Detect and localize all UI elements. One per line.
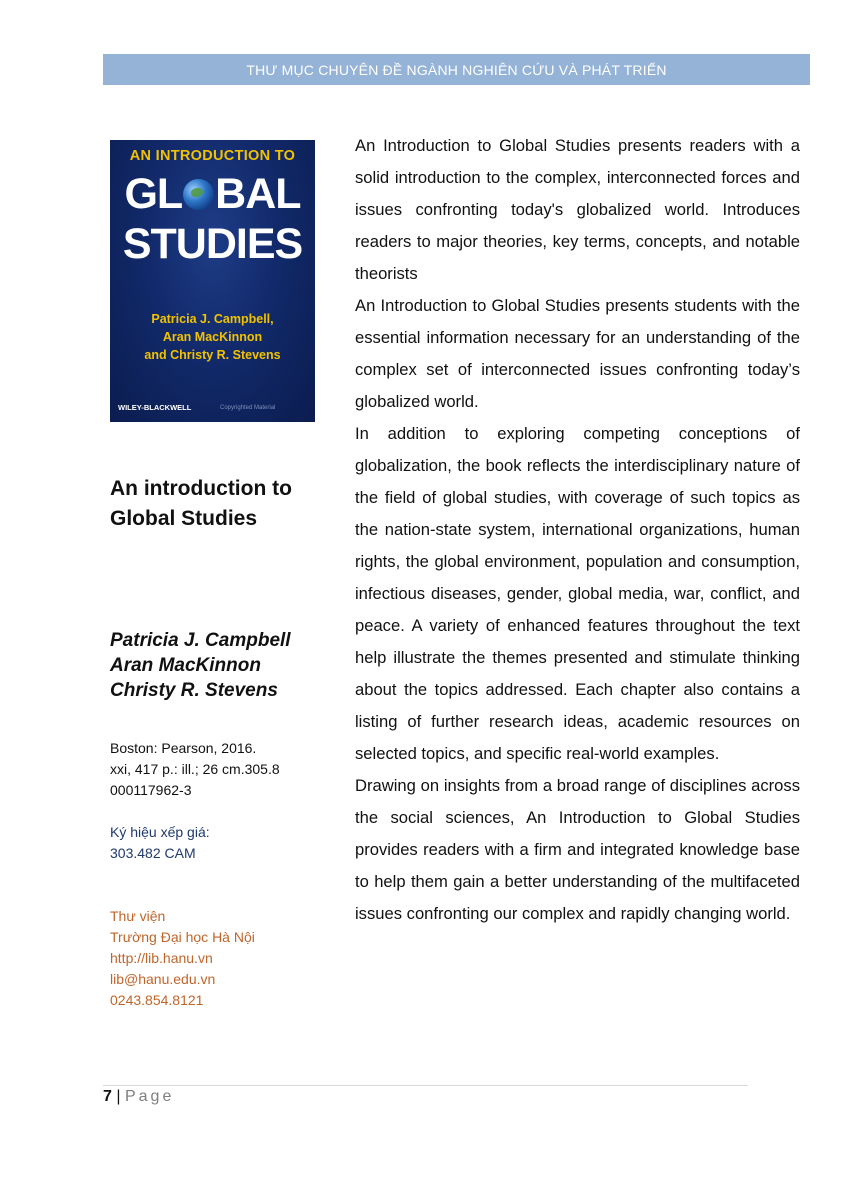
publication-line: 000117962-3 bbox=[110, 782, 192, 798]
globe-icon bbox=[183, 179, 214, 210]
cover-publisher-logo: WILEY-BLACKWELL bbox=[118, 403, 192, 412]
cover-author-line: and Christy R. Stevens bbox=[144, 348, 281, 362]
library-website: http://lib.hanu.vn bbox=[110, 950, 213, 966]
author-name: Christy R. Stevens bbox=[110, 680, 278, 701]
header-title: THƯ MỤC CHUYÊN ĐỀ NGÀNH NGHIÊN CỨU VÀ PHÁT TRIỂN bbox=[246, 61, 667, 78]
shelf-number: 303.482 CAM bbox=[110, 845, 196, 861]
page-number: 7 bbox=[103, 1088, 112, 1105]
university-name: Trường Đại học Hà Nội bbox=[110, 929, 255, 945]
page-header-bar bbox=[103, 54, 810, 85]
description-paragraph: In addition to exploring competing conceptions of globalization, the book reflects the interdisciplinary nature of the field of global studies, with coverage of such topics as the nation-state system, international organizations, human rights, the global environment, population and consumption, infectious diseases, gender, global media, war, conflict, and peace. A variety of enhanced features throughout the text help illustrate the themes presented and stimulate thinking about the topics addressed. Each chapter also contains a listing of further research ideas, academic resources on selected topics, and specific real-world examples. bbox=[355, 424, 800, 763]
book-description bbox=[355, 130, 800, 930]
footer-divider bbox=[103, 1085, 748, 1086]
library-contact bbox=[110, 906, 255, 1011]
cover-author-line: Patricia J. Campbell, bbox=[151, 312, 274, 326]
description-paragraph: Drawing on insights from a broad range of disciplines across the social sciences, An Introduction to Global Studies provides readers with a firm and integrated knowledge base to help them gain a better understanding of the multifaceted issues confronting our complex and rapidly changing world. bbox=[355, 776, 800, 923]
cover-author-line: Aran MacKinnon bbox=[162, 330, 263, 344]
library-phone: 0243.854.8121 bbox=[110, 992, 204, 1008]
cover-copyright-note: Copyrighted Material bbox=[220, 405, 276, 411]
library-name: Thư viện bbox=[110, 908, 166, 924]
publication-line: xxi, 417 p.: ill.; 26 cm.305.8 bbox=[110, 761, 280, 777]
cover-title-gl: GL bbox=[124, 170, 183, 218]
book-title: An introduction to Global Studies bbox=[110, 477, 292, 530]
book-authors bbox=[110, 628, 340, 703]
shelf-mark bbox=[110, 822, 210, 864]
description-paragraph: An Introduction to Global Studies presents students with the essential information necessary for an understanding of the complex set of interconnected issues confronting today’s globalized world. bbox=[355, 296, 800, 411]
page-footer bbox=[103, 1088, 174, 1106]
footer-separator: | bbox=[116, 1088, 121, 1105]
publication-info bbox=[110, 738, 280, 801]
shelf-label: Ký hiệu xếp giá: bbox=[110, 824, 210, 840]
cover-top-line: AN INTRODUCTION TO bbox=[129, 148, 296, 164]
author-name: Patricia J. Campbell bbox=[110, 630, 291, 651]
description-paragraph: An Introduction to Global Studies presents readers with a solid introduction to the complex, interconnected forces and issues confronting today's globalized world. Introduces readers to major theories, key terms, concepts, and notable theorists bbox=[355, 136, 800, 283]
cover-title-studies: STUDIES bbox=[122, 220, 303, 268]
book-cover-image bbox=[110, 140, 315, 422]
cover-title-global bbox=[110, 170, 315, 218]
library-email: lib@hanu.edu.vn bbox=[110, 971, 216, 987]
author-name: Aran MacKinnon bbox=[110, 655, 261, 676]
cover-title-bal: BAL bbox=[215, 170, 301, 218]
publication-line: Boston: Pearson, 2016. bbox=[110, 740, 257, 756]
cover-authors bbox=[110, 310, 315, 364]
page-label: Page bbox=[124, 1088, 175, 1105]
